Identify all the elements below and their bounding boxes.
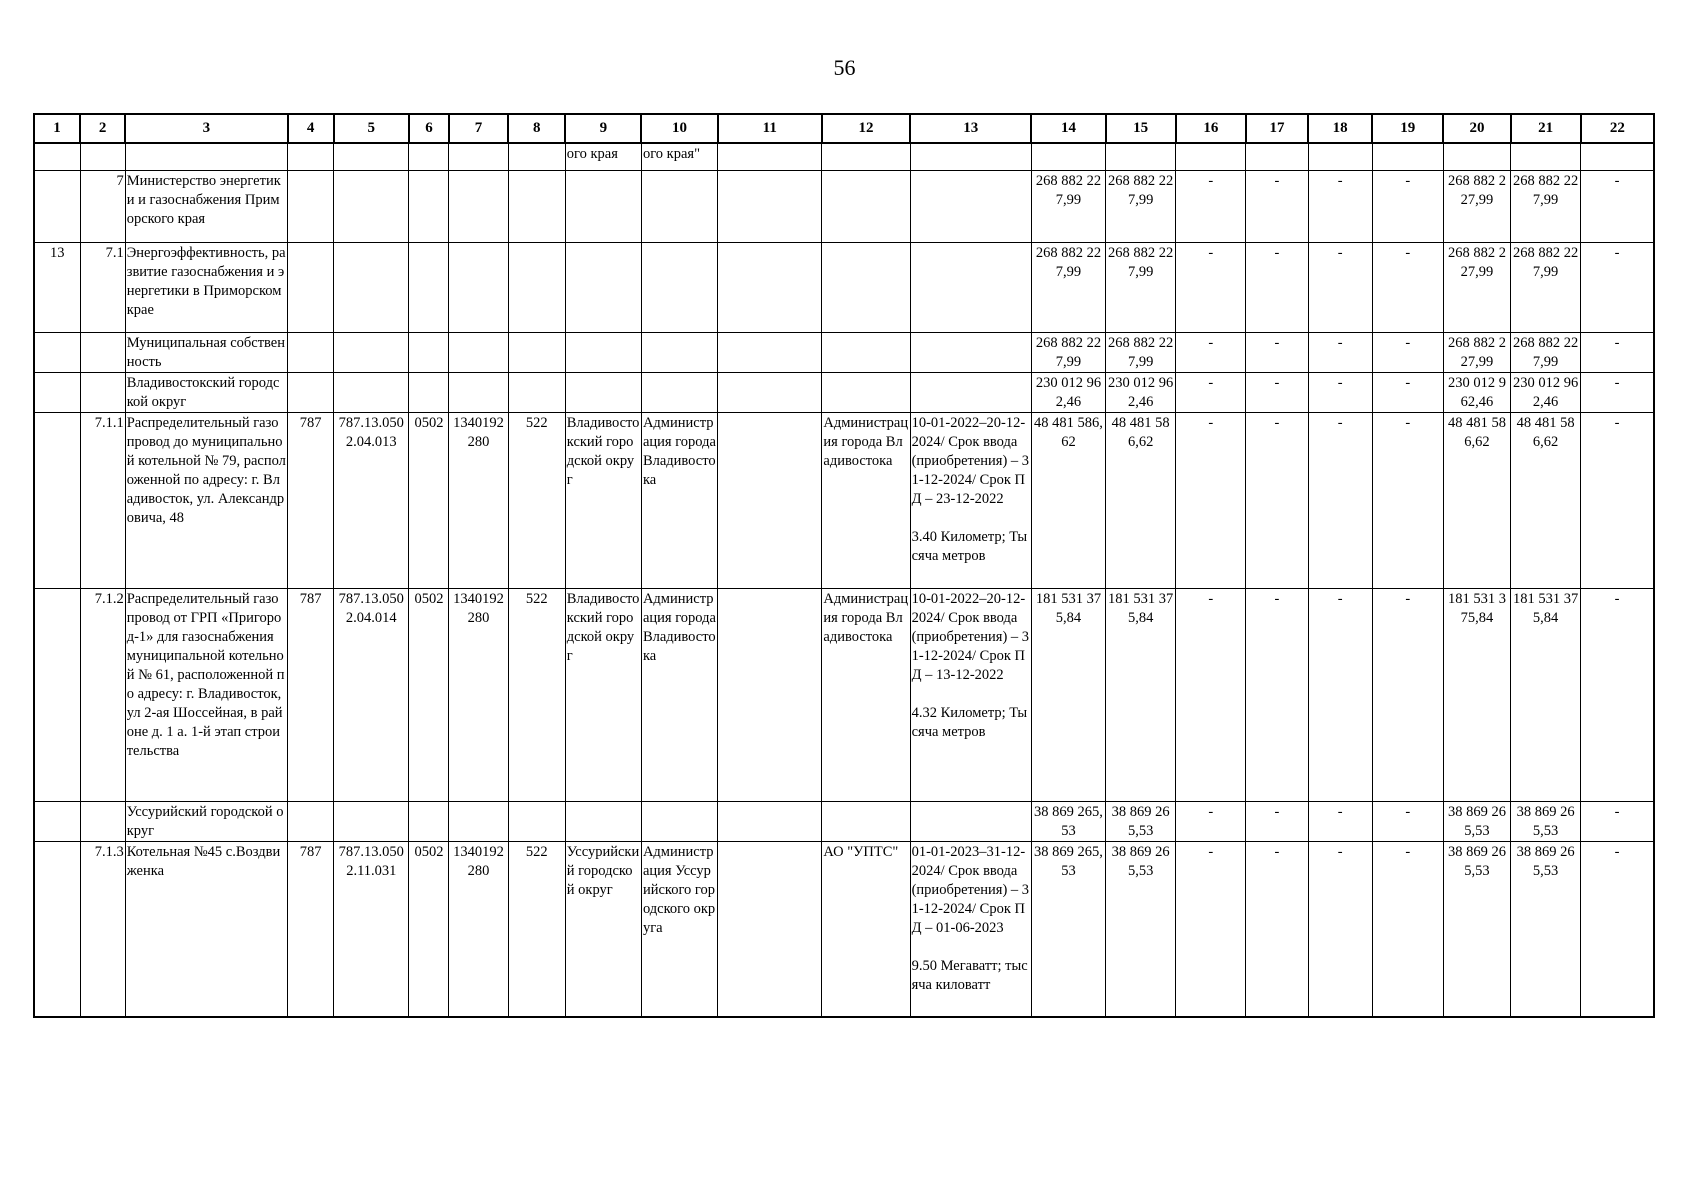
cell-col-9: [565, 372, 641, 412]
cell-col-14: 181 531 375,84: [1031, 588, 1105, 801]
cell-col-15: 38 869 265,53: [1106, 801, 1176, 841]
cell-col-10: ого края": [641, 143, 717, 170]
cell-col-12: Администрация города Владивостока: [822, 588, 910, 801]
cell-col-5: [334, 801, 409, 841]
cell-col-8: [508, 242, 565, 332]
cell-col-6: [409, 332, 449, 372]
cell-col-19: -: [1372, 412, 1443, 588]
cell-col-4: [288, 332, 334, 372]
header-cell-4: 4: [288, 114, 334, 143]
cell-col-12: [822, 801, 910, 841]
cell-col-5: 787.13.0502.11.031: [334, 841, 409, 1017]
cell-col-9: [565, 332, 641, 372]
cell-col-19: -: [1372, 841, 1443, 1017]
cell-col-6: [409, 170, 449, 242]
cell-col-7: 1340192280: [449, 412, 508, 588]
cell-col-7: [449, 242, 508, 332]
cell-col-8: [508, 801, 565, 841]
page-number: 56: [833, 55, 856, 80]
cell-col-21: 38 869 265,53: [1511, 841, 1581, 1017]
cell-col-17: -: [1246, 332, 1308, 372]
cell-col-5: [334, 332, 409, 372]
cell-col-5: [334, 242, 409, 332]
cell-col-12: [822, 170, 910, 242]
cell-col-12: [822, 372, 910, 412]
cell-col-11: [718, 242, 822, 332]
cell-col-2: [80, 801, 125, 841]
cell-col-5: [334, 143, 409, 170]
table-row: [34, 588, 1654, 801]
cell-col-12: [822, 143, 910, 170]
cell-col-21: 230 012 962,46: [1511, 372, 1581, 412]
cell-col-1: [34, 588, 80, 801]
cell-col-12: [822, 332, 910, 372]
cell-col-4: [288, 372, 334, 412]
cell-col-16: -: [1176, 801, 1246, 841]
cell-col-4: 787: [288, 841, 334, 1017]
cell-col-15: [1106, 143, 1176, 170]
cell-col-16: -: [1176, 588, 1246, 801]
cell-col-7: [449, 332, 508, 372]
cell-col-21: 48 481 586,62: [1511, 412, 1581, 588]
cell-col-1: [34, 143, 80, 170]
cell-col-10: Администрация города Владивостока: [641, 588, 717, 801]
cell-col-13: 10-01-2022–20-12-2024/ Срок ввода (приобретения) – 31-12-2024/ Срок ПД – 13-12-2022 4.32 Километр; Тысяча метров: [910, 588, 1031, 801]
cell-col-8: [508, 170, 565, 242]
cell-col-1: [34, 841, 80, 1017]
budget-table: [33, 113, 1655, 1018]
header-cell-12: 12: [822, 114, 910, 143]
cell-col-15: 181 531 375,84: [1106, 588, 1176, 801]
cell-col-22: -: [1581, 332, 1654, 372]
table-row: [34, 372, 1654, 412]
cell-col-8: [508, 143, 565, 170]
cell-col-4: 787: [288, 412, 334, 588]
table-row: [34, 412, 1654, 588]
cell-col-6: 0502: [409, 412, 449, 588]
cell-col-22: -: [1581, 242, 1654, 332]
cell-col-12: АО "УПТС": [822, 841, 910, 1017]
cell-col-4: [288, 143, 334, 170]
cell-col-17: -: [1246, 372, 1308, 412]
cell-col-8: 522: [508, 588, 565, 801]
cell-col-14: 268 882 227,99: [1031, 242, 1105, 332]
cell-col-3: Котельная №45 с.Воздвиженка: [125, 841, 287, 1017]
header-cell-3: 3: [125, 114, 287, 143]
cell-col-14: 268 882 227,99: [1031, 170, 1105, 242]
cell-col-15: 268 882 227,99: [1106, 332, 1176, 372]
cell-col-7: [449, 801, 508, 841]
cell-col-1: [34, 170, 80, 242]
cell-col-16: -: [1176, 170, 1246, 242]
cell-col-10: Администрация города Владивостока: [641, 412, 717, 588]
cell-col-2: 7.1.3: [80, 841, 125, 1017]
cell-col-2: 7.1: [80, 242, 125, 332]
header-cell-14: 14: [1031, 114, 1105, 143]
cell-col-18: -: [1308, 332, 1372, 372]
cell-col-13: [910, 143, 1031, 170]
cell-col-6: [409, 143, 449, 170]
cell-col-15: 38 869 265,53: [1106, 841, 1176, 1017]
cell-col-22: [1581, 143, 1654, 170]
cell-col-22: -: [1581, 588, 1654, 801]
header-cell-15: 15: [1106, 114, 1176, 143]
cell-col-21: [1511, 143, 1581, 170]
cell-col-10: [641, 801, 717, 841]
cell-col-11: [718, 372, 822, 412]
cell-col-1: [34, 372, 80, 412]
cell-col-2: 7.1.1: [80, 412, 125, 588]
header-row: [34, 114, 1654, 143]
cell-col-19: -: [1372, 372, 1443, 412]
cell-col-20: 230 012 962,46: [1443, 372, 1510, 412]
cell-col-7: [449, 372, 508, 412]
cell-col-4: [288, 242, 334, 332]
cell-col-2: [80, 143, 125, 170]
cell-col-22: -: [1581, 841, 1654, 1017]
cell-col-19: [1372, 143, 1443, 170]
cell-col-17: -: [1246, 841, 1308, 1017]
cell-col-11: [718, 801, 822, 841]
cell-col-14: 48 481 586,62: [1031, 412, 1105, 588]
cell-col-6: [409, 242, 449, 332]
cell-col-13: [910, 332, 1031, 372]
cell-col-18: -: [1308, 372, 1372, 412]
cell-col-13: [910, 372, 1031, 412]
cell-col-15: 268 882 227,99: [1106, 242, 1176, 332]
cell-col-18: -: [1308, 170, 1372, 242]
cell-col-14: 38 869 265,53: [1031, 801, 1105, 841]
cell-col-20: 38 869 265,53: [1443, 801, 1510, 841]
cell-col-3: [125, 143, 287, 170]
cell-col-11: [718, 332, 822, 372]
cell-col-19: -: [1372, 801, 1443, 841]
header-cell-17: 17: [1246, 114, 1308, 143]
header-cell-9: 9: [565, 114, 641, 143]
cell-col-17: -: [1246, 170, 1308, 242]
table-row: [34, 170, 1654, 242]
cell-col-7: [449, 170, 508, 242]
cell-col-21: 268 882 227,99: [1511, 332, 1581, 372]
cell-col-12: [822, 242, 910, 332]
cell-col-10: [641, 170, 717, 242]
cell-col-5: [334, 170, 409, 242]
table-row: [34, 143, 1654, 170]
cell-col-21: 181 531 375,84: [1511, 588, 1581, 801]
cell-col-18: -: [1308, 588, 1372, 801]
cell-col-3: Владивостокский городской округ: [125, 372, 287, 412]
cell-col-18: [1308, 143, 1372, 170]
cell-col-13: 10-01-2022–20-12-2024/ Срок ввода (приобретения) – 31-12-2024/ Срок ПД – 23-12-2022 3.40 Километр; Тысяча метров: [910, 412, 1031, 588]
cell-col-20: 48 481 586,62: [1443, 412, 1510, 588]
cell-col-18: -: [1308, 412, 1372, 588]
header-cell-22: 22: [1581, 114, 1654, 143]
cell-col-9: Владивостокский городской округ: [565, 412, 641, 588]
cell-col-10: [641, 372, 717, 412]
cell-col-11: [718, 412, 822, 588]
cell-col-6: [409, 372, 449, 412]
cell-col-21: 268 882 227,99: [1511, 242, 1581, 332]
table-body: [34, 143, 1654, 1017]
cell-col-14: 230 012 962,46: [1031, 372, 1105, 412]
cell-col-10: [641, 332, 717, 372]
cell-col-13: [910, 801, 1031, 841]
cell-col-4: [288, 170, 334, 242]
cell-col-15: 230 012 962,46: [1106, 372, 1176, 412]
cell-col-12: Администрация города Владивостока: [822, 412, 910, 588]
cell-col-3: Уссурийский городской округ: [125, 801, 287, 841]
table-row: [34, 242, 1654, 332]
cell-col-22: -: [1581, 801, 1654, 841]
cell-col-15: 48 481 586,62: [1106, 412, 1176, 588]
cell-col-3: Распределительный газопровод от ГРП «Пригород-1» для газоснабжения муниципальной котельной № 61, расположенной по адресу: г. Владивосток, ул 2-ая Шоссейная, в районе д. 1 а. 1-й этап строительства: [125, 588, 287, 801]
cell-col-7: [449, 143, 508, 170]
cell-col-2: 7: [80, 170, 125, 242]
cell-col-1: 13: [34, 242, 80, 332]
cell-col-20: 268 882 227,99: [1443, 332, 1510, 372]
cell-col-9: Владивостокский городской округ: [565, 588, 641, 801]
cell-col-4: [288, 801, 334, 841]
header-cell-2: 2: [80, 114, 125, 143]
header-cell-20: 20: [1443, 114, 1510, 143]
cell-col-9: Уссурийский городской округ: [565, 841, 641, 1017]
cell-col-3: Распределительный газопровод до муниципальной котельной № 79, расположенной по адресу: г. Владивосток, ул. Александровича, 48: [125, 412, 287, 588]
cell-col-6: [409, 801, 449, 841]
cell-col-6: 0502: [409, 841, 449, 1017]
header-cell-18: 18: [1308, 114, 1372, 143]
cell-col-20: [1443, 143, 1510, 170]
cell-col-17: -: [1246, 801, 1308, 841]
cell-col-13: [910, 242, 1031, 332]
header-cell-11: 11: [718, 114, 822, 143]
cell-col-8: [508, 332, 565, 372]
header-cell-16: 16: [1176, 114, 1246, 143]
cell-col-9: [565, 242, 641, 332]
cell-col-1: [34, 412, 80, 588]
cell-col-10: [641, 242, 717, 332]
cell-col-21: 38 869 265,53: [1511, 801, 1581, 841]
cell-col-19: -: [1372, 242, 1443, 332]
cell-col-10: Администрация Уссурийского городского округа: [641, 841, 717, 1017]
cell-col-11: [718, 143, 822, 170]
cell-col-22: -: [1581, 412, 1654, 588]
cell-col-18: -: [1308, 801, 1372, 841]
cell-col-6: 0502: [409, 588, 449, 801]
header-cell-5: 5: [334, 114, 409, 143]
cell-col-3: Муниципальная собственность: [125, 332, 287, 372]
cell-col-8: 522: [508, 412, 565, 588]
cell-col-9: ого края: [565, 143, 641, 170]
cell-col-17: -: [1246, 412, 1308, 588]
cell-col-20: 181 531 375,84: [1443, 588, 1510, 801]
header-cell-7: 7: [449, 114, 508, 143]
cell-col-18: -: [1308, 841, 1372, 1017]
cell-col-9: [565, 170, 641, 242]
cell-col-7: 1340192280: [449, 841, 508, 1017]
cell-col-3: Министерство энергетики и газоснабжения Приморского края: [125, 170, 287, 242]
header-cell-8: 8: [508, 114, 565, 143]
cell-col-5: 787.13.0502.04.013: [334, 412, 409, 588]
cell-col-19: -: [1372, 332, 1443, 372]
cell-col-16: -: [1176, 412, 1246, 588]
cell-col-19: -: [1372, 588, 1443, 801]
cell-col-4: 787: [288, 588, 334, 801]
header-cell-21: 21: [1511, 114, 1581, 143]
cell-col-14: [1031, 143, 1105, 170]
cell-col-16: -: [1176, 841, 1246, 1017]
cell-col-3: Энергоэффективность, развитие газоснабжения и энергетики в Приморском крае: [125, 242, 287, 332]
cell-col-2: 7.1.2: [80, 588, 125, 801]
cell-col-18: -: [1308, 242, 1372, 332]
cell-col-22: -: [1581, 170, 1654, 242]
cell-col-21: 268 882 227,99: [1511, 170, 1581, 242]
header-cell-10: 10: [641, 114, 717, 143]
cell-col-16: -: [1176, 372, 1246, 412]
cell-col-13: 01-01-2023–31-12-2024/ Срок ввода (приобретения) – 31-12-2024/ Срок ПД – 01-06-2023 9.50 Мегаватт; тысяча киловатт: [910, 841, 1031, 1017]
table-row: [34, 332, 1654, 372]
cell-col-22: -: [1581, 372, 1654, 412]
cell-col-16: -: [1176, 242, 1246, 332]
table-row: [34, 841, 1654, 1017]
table-row: [34, 801, 1654, 841]
header-cell-19: 19: [1372, 114, 1443, 143]
cell-col-1: [34, 332, 80, 372]
cell-col-8: 522: [508, 841, 565, 1017]
cell-col-19: -: [1372, 170, 1443, 242]
header-cell-6: 6: [409, 114, 449, 143]
cell-col-16: [1176, 143, 1246, 170]
cell-col-20: 38 869 265,53: [1443, 841, 1510, 1017]
cell-col-7: 1340192280: [449, 588, 508, 801]
cell-col-2: [80, 332, 125, 372]
cell-col-9: [565, 801, 641, 841]
header-cell-1: 1: [34, 114, 80, 143]
cell-col-8: [508, 372, 565, 412]
cell-col-17: -: [1246, 242, 1308, 332]
cell-col-14: 268 882 227,99: [1031, 332, 1105, 372]
cell-col-1: [34, 801, 80, 841]
header-cell-13: 13: [910, 114, 1031, 143]
cell-col-20: 268 882 227,99: [1443, 170, 1510, 242]
cell-col-17: -: [1246, 588, 1308, 801]
table-header: [34, 114, 1654, 143]
cell-col-11: [718, 841, 822, 1017]
cell-col-2: [80, 372, 125, 412]
cell-col-15: 268 882 227,99: [1106, 170, 1176, 242]
cell-col-16: -: [1176, 332, 1246, 372]
cell-col-11: [718, 588, 822, 801]
cell-col-5: [334, 372, 409, 412]
cell-col-13: [910, 170, 1031, 242]
cell-col-20: 268 882 227,99: [1443, 242, 1510, 332]
cell-col-17: [1246, 143, 1308, 170]
cell-col-14: 38 869 265,53: [1031, 841, 1105, 1017]
cell-col-11: [718, 170, 822, 242]
cell-col-5: 787.13.0502.04.014: [334, 588, 409, 801]
